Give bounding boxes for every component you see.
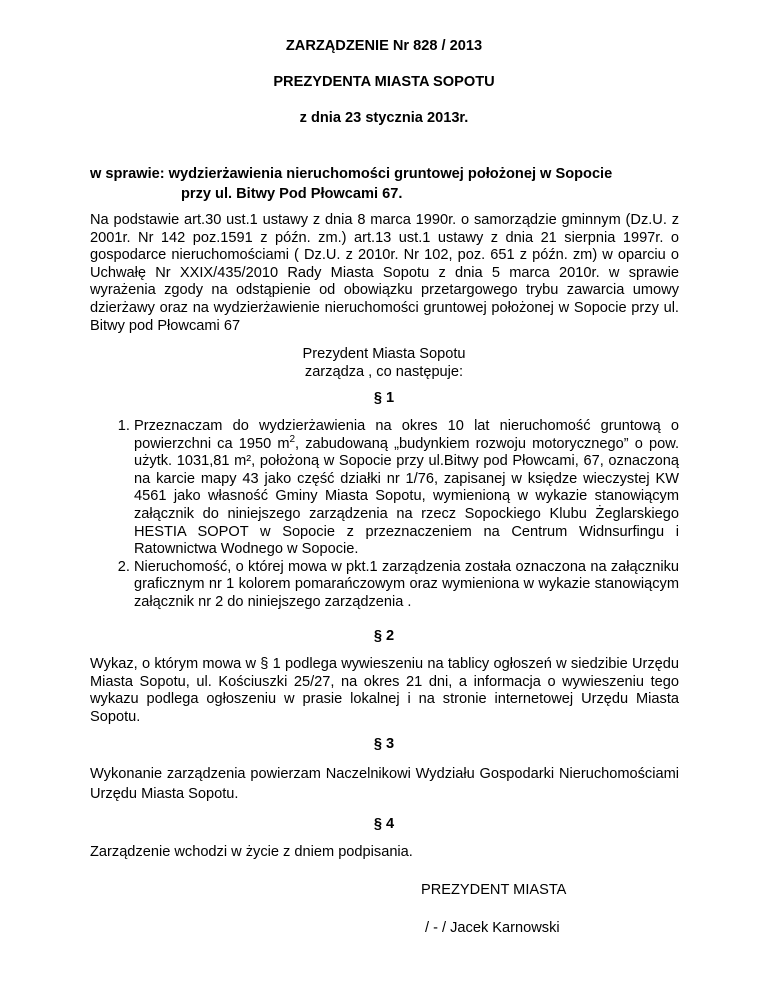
section-1-list xyxy=(90,418,679,612)
subject-line-2: przy ul. Bitwy Pod Płowcami 67. xyxy=(181,186,403,202)
list-item: 2. Nieruchomość, o której mowa w pkt.1 zarządzenia została oznaczona na załączniku graficznym nr 1 kolorem pomarańczowym oraz wymieniona w wykazie stanowiącym załącznik nr 2 do niniejszego zarządzenia . xyxy=(134,559,679,612)
legal-basis-paragraph: Na podstawie art.30 ust.1 ustawy z dnia 8 marca 1990r. o samorządzie gminnym (Dz.U. z 2001r. Nr 142 poz.1591 z późn. zm.) art.13 ust.1 ustawy z dnia 21 sierpnia 1997r. o gospodarce nieruchomościami ( Dz.U. z 2010r. Nr 102, poz. 651 z późn. zm) w oparciu o Uchwałę Nr XXIX/435/2010 Rady Miasta Sopotu z dnia 5 marca 2010r. w sprawie wyrażenia zgody na odstąpienie od obowiązku przetargowego trybu zawarcia umowy dzierżawy oraz na wydzierżawienie nieruchomości gruntowej położonej w Sopocie przy ul. Bitwy pod Płowcami 67 xyxy=(90,212,679,334)
subject-block xyxy=(90,164,690,204)
decree-line-1: Prezydent Miasta Sopotu xyxy=(302,346,466,362)
section-2-heading: § 2 xyxy=(373,628,395,644)
decree-line-2: zarządza , co następuje: xyxy=(304,363,464,380)
item-1-text-b: , zabudowaną „budynkiem rozwoju motorycznego” o pow. użytk. 1031,81 m², położoną w Sopocie przy ul.Bitwy pod Płowcami, 67, oznaczoną na karcie mapy 43 jako część działki nr 1/76, zapisanej w księdze wieczystej KW 4561 jako własność Gminy Miasta Sopotu, wymienioną w wykazie stanowiącym załącznik do niniejszego zarządzenia na rzecz Sopockiego Klubu Żeglarskiego HESTIA SOPOT w Sopocie z przeznaczeniem na Centrum Widnsurfingu i Ratownictwa Wodnego w Sopocie. xyxy=(134,435,680,558)
document-date: z dnia 23 stycznia 2013r. xyxy=(299,110,469,126)
decree-statement xyxy=(0,346,768,381)
document-issuer: PREZYDENTA MIASTA SOPOTU xyxy=(273,74,495,90)
section-1-heading: § 1 xyxy=(373,390,395,406)
subject-line-1: w sprawie: wydzierżawienia nieruchomości gruntowej położonej w Sopocie xyxy=(90,166,613,182)
signature-title: PREZYDENT MIASTA xyxy=(421,882,567,898)
section-3-heading: § 3 xyxy=(373,736,395,752)
section-2-text: Wykaz, o którym mowa w § 1 podlega wywieszeniu na tablicy ogłoszeń w siedzibie Urzędu Miasta Sopotu, ul. Kościuszki 25/27, na okres 21 dni, a informacja o wywieszeniu tego wykazu podlega ogłoszeniu w prasie lokalnej i na stronie internetowej Urzędu Miasta Sopotu. xyxy=(90,656,679,725)
list-item xyxy=(134,418,679,559)
section-4-heading: § 4 xyxy=(373,816,395,832)
section-4-text: Zarządzenie wchodzi w życie z dniem podpisania. xyxy=(90,844,413,860)
signature-name: / - / Jacek Karnowski xyxy=(425,920,560,936)
item-1-text-a: Przeznaczam do wydzierżawienia na okres 10 lat nieruchomość gruntową o powierzchni ca 1950 m xyxy=(134,418,679,452)
document-title: ZARZĄDZENIE Nr 828 / 2013 xyxy=(285,38,483,54)
section-3-text: Wykonanie zarządzenia powierzam Naczelnikowi Wydziału Gospodarki Nieruchomościami Urzędu Miasta Sopotu. xyxy=(90,766,679,802)
item-1-superscript: 2 xyxy=(289,433,296,445)
